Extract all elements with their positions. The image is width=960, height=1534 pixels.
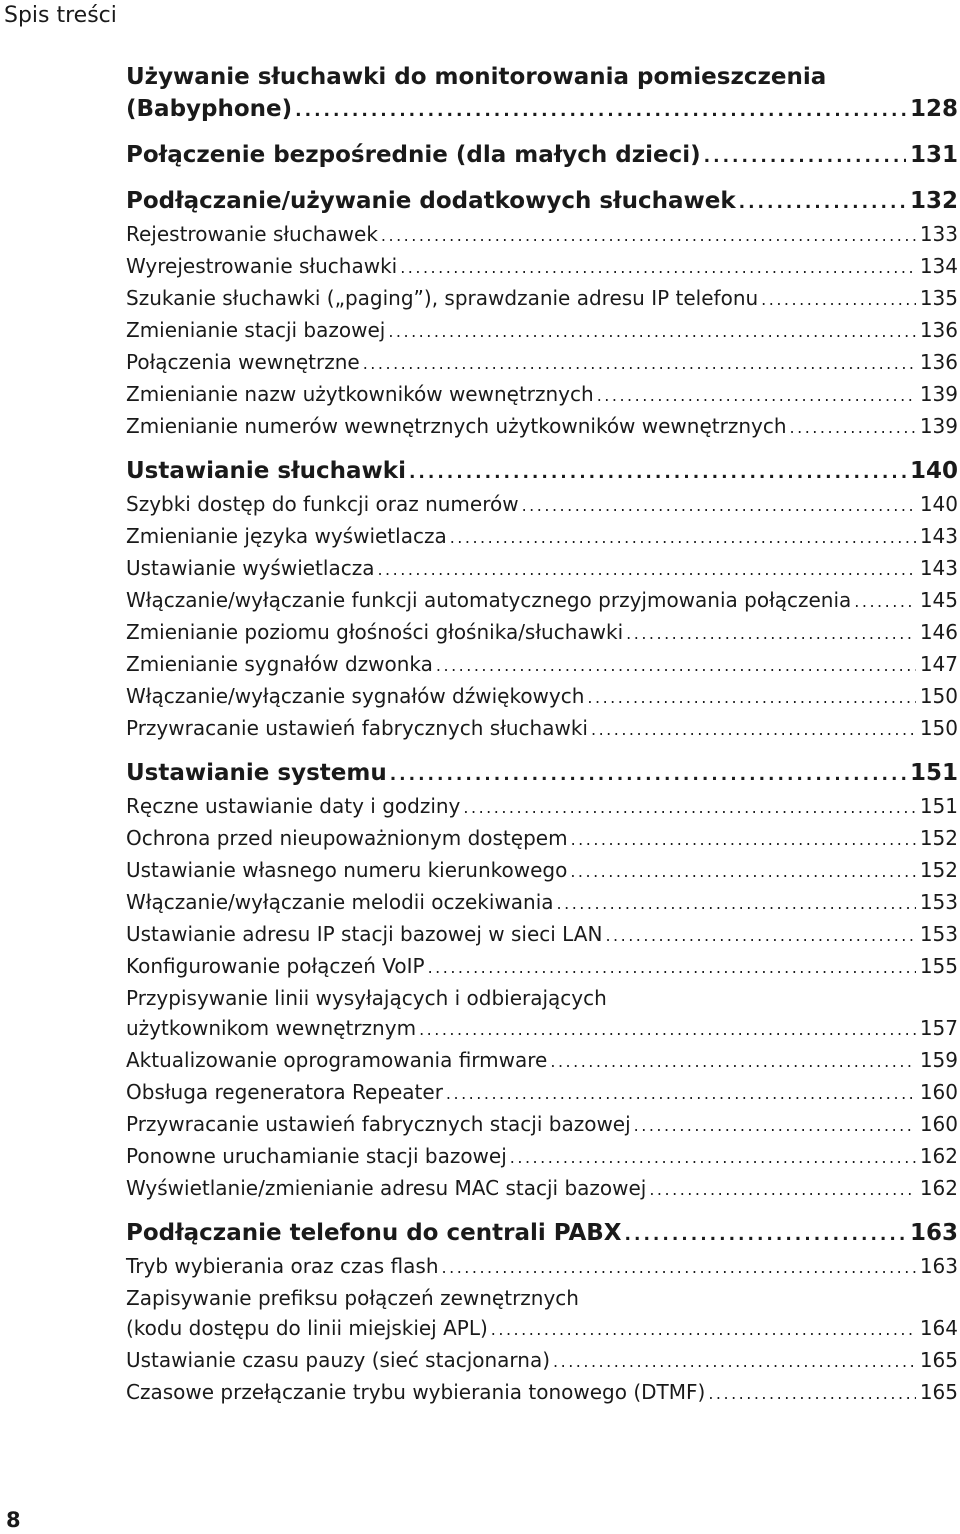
- toc-page-number: 152: [919, 826, 958, 850]
- dot-leader: [397, 253, 916, 283]
- dot-leader: [519, 491, 916, 521]
- toc-row: [126, 489, 958, 521]
- toc-entry[interactable]: [126, 553, 958, 585]
- toc-section[interactable]: [126, 61, 958, 127]
- toc-page-number: 135: [919, 286, 958, 310]
- toc-page-number: 150: [919, 684, 958, 708]
- toc-entry-title: Obsługa regeneratora Repeater: [126, 1080, 443, 1104]
- toc-entry-title: Podłączanie/używanie dodatkowych słuchawek: [126, 188, 736, 214]
- toc-page-number: 133: [919, 222, 958, 246]
- dot-leader: [385, 317, 915, 347]
- toc-section[interactable]: [126, 757, 958, 791]
- dot-leader: [758, 285, 916, 315]
- dot-leader: [433, 651, 916, 681]
- toc-entry-title: Zmienianie sygnałów dzwonka: [126, 652, 433, 676]
- toc-section[interactable]: [126, 139, 958, 173]
- toc-entry[interactable]: [126, 855, 958, 887]
- toc-row: [126, 379, 958, 411]
- dot-leader: [594, 381, 916, 411]
- toc-page-number: 150: [919, 716, 958, 740]
- toc-page-number: 136: [919, 350, 958, 374]
- dot-leader: [550, 1347, 916, 1377]
- dot-leader: [622, 1219, 906, 1251]
- toc-entry-title: Zmienianie poziomu głośności głośnika/słuchawki: [126, 620, 624, 644]
- toc-row: [126, 185, 958, 219]
- dot-leader: [554, 889, 916, 919]
- toc-entry[interactable]: [126, 489, 958, 521]
- toc-entry-title: (Babyphone): [126, 96, 293, 122]
- dot-leader: [567, 857, 915, 887]
- dot-leader: [374, 555, 915, 585]
- toc-page-number: 160: [919, 1080, 958, 1104]
- toc-entry[interactable]: [126, 1251, 958, 1283]
- toc-row: [126, 1313, 958, 1345]
- toc-entry-title: Wyświetlanie/zmienianie adresu MAC stacji bazowej: [126, 1176, 647, 1200]
- toc-page-number: 134: [919, 254, 958, 278]
- toc-section[interactable]: [126, 455, 958, 489]
- toc-entry[interactable]: [126, 521, 958, 553]
- toc-page-number: 159: [919, 1048, 958, 1072]
- dot-leader: [443, 1079, 916, 1109]
- toc-entry[interactable]: [126, 1109, 958, 1141]
- toc-row: [126, 1013, 958, 1045]
- dot-leader: [736, 187, 906, 219]
- toc-page-number: 146: [919, 620, 958, 644]
- dot-leader: [584, 683, 915, 713]
- toc-entry[interactable]: [126, 887, 958, 919]
- toc-row: [126, 713, 958, 745]
- toc-entry-title: Ustawianie systemu: [126, 760, 387, 786]
- toc-page-number: 147: [919, 652, 958, 676]
- toc-entry-title: Zmienianie stacji bazowej: [126, 318, 386, 342]
- toc-row: [126, 553, 958, 585]
- toc-row: [126, 1173, 958, 1205]
- dot-leader: [425, 953, 916, 983]
- toc-entry-title: Włączanie/wyłączanie funkcji automatycznego przyjmowania połączenia: [126, 588, 852, 612]
- toc-row: [126, 617, 958, 649]
- toc-page-number: 151: [909, 760, 958, 786]
- toc-page-number: 153: [919, 922, 958, 946]
- toc-row: [126, 139, 958, 173]
- toc-entry[interactable]: [126, 315, 958, 347]
- table-of-contents: [126, 61, 958, 1409]
- toc-row: [126, 1141, 958, 1173]
- toc-entry-title: Ustawianie wyświetlacza: [126, 556, 375, 580]
- toc-page-number: 155: [919, 954, 958, 978]
- toc-row: [126, 681, 958, 713]
- toc-entry-title: Połączenia wewnętrzne: [126, 350, 360, 374]
- toc-row: [126, 919, 958, 951]
- toc-page-number: 140: [919, 492, 958, 516]
- toc-entry-title: Szybki dostęp do funkcji oraz numerów: [126, 492, 519, 516]
- toc-entry-title: Zmienianie języka wyświetlacza: [126, 524, 447, 548]
- page-number: 8: [6, 1508, 21, 1532]
- toc-entry[interactable]: [126, 585, 958, 617]
- toc-row: [126, 411, 958, 443]
- toc-row: [126, 251, 958, 283]
- toc-entry-title: Ustawianie adresu IP stacji bazowej w sieci LAN: [126, 922, 603, 946]
- toc-row: [126, 219, 958, 251]
- toc-entry[interactable]: [126, 1077, 958, 1109]
- toc-entry-title: Zmienianie nazw użytkowników wewnętrznych: [126, 382, 594, 406]
- toc-entry[interactable]: [126, 1283, 958, 1345]
- toc-page-number: 153: [919, 890, 958, 914]
- toc-entry[interactable]: [126, 283, 958, 315]
- toc-page-number: 131: [909, 142, 958, 168]
- toc-entry[interactable]: [126, 649, 958, 681]
- dot-leader: [602, 921, 915, 951]
- toc-row: [126, 1045, 958, 1077]
- toc-entry-title: Czasowe przełączanie trybu wybierania tonowego (DTMF): [126, 1380, 706, 1404]
- toc-entry-title: Ustawianie słuchawki: [126, 458, 406, 484]
- toc-row: [126, 1077, 958, 1109]
- dot-leader: [488, 1315, 916, 1345]
- dot-leader: [360, 349, 916, 379]
- toc-row: [126, 791, 958, 823]
- toc-entry[interactable]: [126, 713, 958, 745]
- toc-entry[interactable]: [126, 379, 958, 411]
- toc-entry[interactable]: [126, 1345, 958, 1377]
- toc-row: [126, 887, 958, 919]
- dot-leader: [447, 523, 916, 553]
- dot-leader: [646, 1175, 915, 1205]
- toc-row: [126, 757, 958, 791]
- toc-entry-title: Wyrejestrowanie słuchawki: [126, 254, 398, 278]
- toc-entry-title: Przywracanie ustawień fabrycznych stacji bazowej: [126, 1112, 631, 1136]
- toc-row: [126, 855, 958, 887]
- toc-entry[interactable]: [126, 251, 958, 283]
- dot-leader: [588, 715, 916, 745]
- toc-row: [126, 1345, 958, 1377]
- dot-leader: [378, 221, 916, 251]
- toc-row: [126, 315, 958, 347]
- toc-entry-title: Szukanie słuchawki („paging”), sprawdzanie adresu IP telefonu: [126, 286, 759, 310]
- toc-row: [126, 455, 958, 489]
- toc-page-number: 139: [919, 382, 958, 406]
- toc-page-number: 136: [919, 318, 958, 342]
- dot-leader: [568, 825, 916, 855]
- dot-leader: [460, 793, 915, 823]
- dot-leader: [387, 759, 906, 791]
- toc-row: [126, 1217, 958, 1251]
- toc-page-number: 163: [919, 1254, 958, 1278]
- toc-entry-title: Ponowne uruchamianie stacji bazowej: [126, 1144, 507, 1168]
- dot-leader: [406, 457, 906, 489]
- dot-leader: [292, 95, 906, 127]
- toc-page-number: 139: [919, 414, 958, 438]
- toc-entry-title: Ręczne ustawianie daty i godziny: [126, 794, 461, 818]
- toc-entry[interactable]: [126, 1173, 958, 1205]
- toc-entry-title: Włączanie/wyłączanie sygnałów dźwiękowych: [126, 684, 585, 708]
- dot-leader: [416, 1015, 916, 1045]
- toc-entry[interactable]: [126, 983, 958, 1045]
- toc-row: [126, 1109, 958, 1141]
- toc-entry-title: Zmienianie numerów wewnętrznych użytkowników wewnętrznych: [126, 414, 787, 438]
- toc-entry-title: Podłączanie telefonu do centrali PABX: [126, 1220, 622, 1246]
- toc-row: [126, 93, 958, 127]
- toc-entry[interactable]: [126, 1141, 958, 1173]
- toc-page-number: 143: [919, 556, 958, 580]
- dot-leader: [439, 1253, 916, 1283]
- toc-entry[interactable]: [126, 681, 958, 713]
- toc-entry[interactable]: [126, 347, 958, 379]
- toc-entry-title: Połączenie bezpośrednie (dla małych dzieci): [126, 142, 701, 168]
- toc-page-number: 165: [919, 1380, 958, 1404]
- toc-page-number: 162: [919, 1144, 958, 1168]
- toc-entry[interactable]: [126, 1377, 958, 1409]
- toc-section[interactable]: [126, 185, 958, 219]
- toc-row: [126, 283, 958, 315]
- toc-entry[interactable]: [126, 617, 958, 649]
- toc-row: [126, 823, 958, 855]
- toc-page-number: 145: [919, 588, 958, 612]
- page-header-title: Spis treści: [4, 3, 117, 28]
- dot-leader: [787, 413, 916, 443]
- dot-leader: [631, 1111, 916, 1141]
- toc-entry-title: Aktualizowanie oprogramowania firmware: [126, 1048, 548, 1072]
- toc-entry-title-line: Przypisywanie linii wysyłających i odbierających: [126, 986, 607, 1010]
- toc-page-number: 152: [919, 858, 958, 882]
- toc-row: [126, 649, 958, 681]
- dot-leader: [623, 619, 916, 649]
- toc-entry[interactable]: [126, 951, 958, 983]
- toc-page-number: 163: [909, 1220, 958, 1246]
- toc-entry-title: użytkownikom wewnętrznym: [126, 1016, 417, 1040]
- toc-row: [126, 585, 958, 617]
- toc-entry[interactable]: [126, 791, 958, 823]
- toc-row: [126, 521, 958, 553]
- dot-leader: [705, 1379, 915, 1409]
- toc-entry-title: (kodu dostępu do linii miejskiej APL): [126, 1316, 488, 1340]
- toc-entry-title: Włączanie/wyłączanie melodii oczekiwania: [126, 890, 554, 914]
- toc-page-number: 143: [919, 524, 958, 548]
- toc-section[interactable]: [126, 1217, 958, 1251]
- toc-entry-title-line: Zapisywanie prefiksu połączeń zewnętrznych: [126, 1286, 579, 1310]
- toc-page-number: 162: [919, 1176, 958, 1200]
- toc-entry[interactable]: [126, 919, 958, 951]
- toc-entry[interactable]: [126, 219, 958, 251]
- toc-row: [126, 951, 958, 983]
- toc-entry[interactable]: [126, 1045, 958, 1077]
- toc-page-number: 128: [909, 96, 958, 122]
- dot-leader: [507, 1143, 916, 1173]
- toc-page-number: 132: [909, 188, 958, 214]
- toc-page-number: 165: [919, 1348, 958, 1372]
- toc-page-number: 164: [919, 1316, 958, 1340]
- toc-entry-title: Ochrona przed nieupoważnionym dostępem: [126, 826, 568, 850]
- toc-page-number: 151: [919, 794, 958, 818]
- toc-page-number: 140: [909, 458, 958, 484]
- toc-entry-title: Przywracanie ustawień fabrycznych słuchawki: [126, 716, 588, 740]
- toc-entry-title: Konfigurowanie połączeń VoIP: [126, 954, 425, 978]
- toc-page-number: 160: [919, 1112, 958, 1136]
- dot-leader: [701, 141, 906, 173]
- toc-row: [126, 347, 958, 379]
- toc-entry-title: Tryb wybierania oraz czas flash: [126, 1254, 439, 1278]
- toc-row: [126, 1251, 958, 1283]
- toc-page-number: 157: [919, 1016, 958, 1040]
- dot-leader: [851, 587, 916, 617]
- toc-entry-title: Ustawianie czasu pauzy (sieć stacjonarna): [126, 1348, 551, 1372]
- toc-entry-title: Ustawianie własnego numeru kierunkowego: [126, 858, 568, 882]
- toc-entry-title-line: Używanie słuchawki do monitorowania pomieszczenia: [126, 64, 827, 90]
- toc-entry[interactable]: [126, 411, 958, 443]
- toc-entry[interactable]: [126, 823, 958, 855]
- toc-row: [126, 1377, 958, 1409]
- toc-entry-title: Rejestrowanie słuchawek: [126, 222, 378, 246]
- dot-leader: [547, 1047, 915, 1077]
